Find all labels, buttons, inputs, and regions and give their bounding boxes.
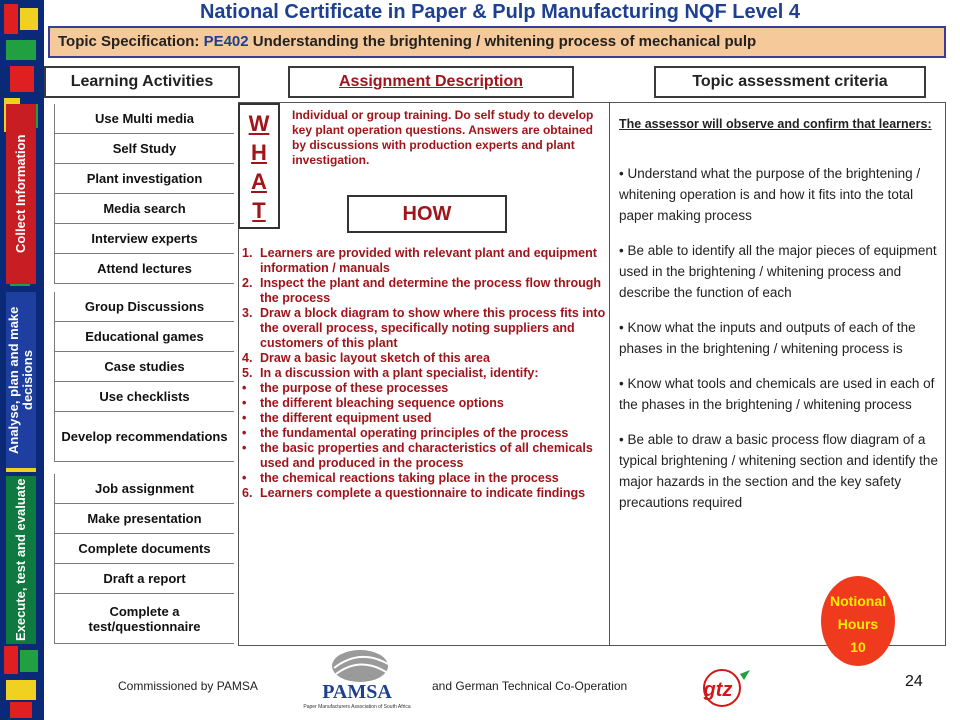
criteria-item: • Be able to identify all the major pieces of equipment used in the brightening / whitening process and describe the function of each — [619, 243, 937, 300]
criteria-heading: The assessor will observe and confirm that learners: — [619, 117, 932, 131]
pamsa-logo-sub: Paper Manufacturers Association of South Africa — [303, 704, 411, 710]
step-text: Draw a basic layout sketch of this area — [260, 351, 490, 365]
step-marker: 6. — [242, 486, 253, 500]
gtz-logo-text: gtz — [703, 679, 733, 701]
what-description: Individual or group training. Do self study to develop key plant operation questions. Answers are obtained by discussions with production experts and plant investigation. — [292, 108, 594, 167]
activity-item: Interview experts — [54, 224, 234, 254]
step-marker: • — [242, 396, 247, 410]
pamsa-logo — [300, 648, 414, 714]
step-item — [242, 246, 608, 276]
topic-title: Understanding the brightening / whitening process of mechanical pulp — [248, 33, 757, 50]
page-number: 24 — [905, 673, 923, 690]
activity-item: Make presentation — [54, 504, 234, 534]
step-text: Learners are provided with relevant plant and equipment information / manuals — [260, 246, 597, 275]
activity-item: Draft a report — [54, 564, 234, 594]
activity-item: Complete documents — [54, 534, 234, 564]
group-label-collect-information: Collect Information — [6, 104, 36, 284]
hours-value: 10 — [850, 639, 866, 655]
how-label-box: HOW — [347, 195, 507, 233]
step-text: the different equipment used — [260, 411, 432, 425]
notional-label: Notional — [830, 593, 886, 609]
activity-item: Educational games — [54, 322, 234, 352]
what-label-box — [238, 103, 280, 229]
topic-code: PE402 — [203, 33, 249, 50]
step-text: Learners complete a questionnaire to indicate findings — [260, 486, 586, 500]
step-marker: • — [242, 411, 247, 425]
gtz-logo — [682, 666, 760, 710]
step-item — [242, 381, 608, 396]
footer-cooperation: and German Technical Co-Operation — [432, 679, 628, 693]
step-marker: • — [242, 381, 247, 395]
step-item — [242, 396, 608, 411]
group-label-analyse-plan: Analyse, plan and make decisions — [6, 292, 36, 468]
activity-item: Complete a test/questionnaire — [54, 594, 234, 644]
footer-commissioned: Commissioned by PAMSA — [118, 679, 258, 693]
step-text: the fundamental operating principles of the process — [260, 426, 569, 440]
step-text: Inspect the plant and determine the process flow through the process — [260, 276, 602, 305]
activity-item: Plant investigation — [54, 164, 234, 194]
notional-hours-badge — [821, 576, 895, 666]
activity-item: Develop recommendations — [54, 412, 234, 462]
step-marker: • — [242, 426, 247, 440]
topic-prefix: Topic Specification: — [58, 33, 204, 50]
activity-item: Group Discussions — [54, 292, 234, 322]
activity-item: Use checklists — [54, 382, 234, 412]
step-marker: 2. — [242, 276, 253, 290]
activity-item: Self Study — [54, 134, 234, 164]
step-text: Draw a block diagram to show where this process fits into the overall process, specifically noting suppliers and customers of this plant — [260, 306, 606, 350]
step-item — [242, 486, 608, 501]
activity-item: Job assignment — [54, 474, 234, 504]
what-letter: A — [251, 169, 267, 194]
step-text: the purpose of these processes — [260, 381, 449, 395]
hours-label: Hours — [837, 616, 879, 632]
step-marker: 4. — [242, 351, 253, 365]
step-marker: 3. — [242, 306, 253, 320]
pamsa-logo-text: PAMSA — [322, 681, 392, 703]
step-text: In a discussion with a plant specialist, identify: — [260, 366, 539, 380]
step-item — [242, 351, 608, 366]
activity-item: Attend lectures — [54, 254, 234, 284]
step-marker: 5. — [242, 366, 253, 380]
step-text: the different bleaching sequence options — [260, 396, 504, 410]
page-title: National Certificate in Paper & Pulp Manufacturing NQF Level 4 — [199, 1, 801, 23]
what-letter: H — [251, 140, 267, 165]
criteria-item: • Understand what the purpose of the brightening / whitening operation is and how it fits into the total paper making process — [619, 166, 921, 223]
step-item — [242, 276, 608, 306]
activity-item: Use Multi media — [54, 104, 234, 134]
activity-item: Case studies — [54, 352, 234, 382]
step-marker: • — [242, 441, 247, 455]
how-steps-list — [242, 246, 608, 501]
group-label-execute-test: Execute, test and evaluate — [6, 476, 36, 644]
topic-assessment-criteria-header: Topic assessment criteria — [654, 66, 926, 98]
topic-specification-bar — [48, 26, 946, 58]
what-letter: W — [248, 111, 270, 136]
criteria-list — [619, 163, 939, 527]
step-item — [242, 366, 608, 381]
criteria-item: • Be able to draw a basic process flow diagram of a typical brightening / whitening section and identify the major hazards in the section and the key safety precautions required — [619, 432, 938, 510]
step-marker: 1. — [242, 246, 253, 260]
step-text: the chemical reactions taking place in the process — [260, 471, 559, 485]
step-item — [242, 471, 608, 486]
step-marker: • — [242, 471, 247, 485]
step-item — [242, 426, 608, 441]
learning-activities-header: Learning Activities — [44, 66, 240, 98]
criteria-item: • Know what tools and chemicals are used in each of the phases in the brightening / whitening process — [619, 376, 935, 412]
what-letter: T — [252, 198, 266, 223]
criteria-item: • Know what the inputs and outputs of each of the phases in the brightening / whitening process is — [619, 320, 916, 356]
activity-item: Media search — [54, 194, 234, 224]
step-item — [242, 441, 608, 471]
step-text: the basic properties and characteristics of all chemicals used and produced in the process — [260, 441, 593, 470]
step-item — [242, 306, 608, 351]
step-item — [242, 411, 608, 426]
assignment-description-header: Assignment Description — [288, 66, 574, 98]
column-divider — [609, 102, 610, 646]
